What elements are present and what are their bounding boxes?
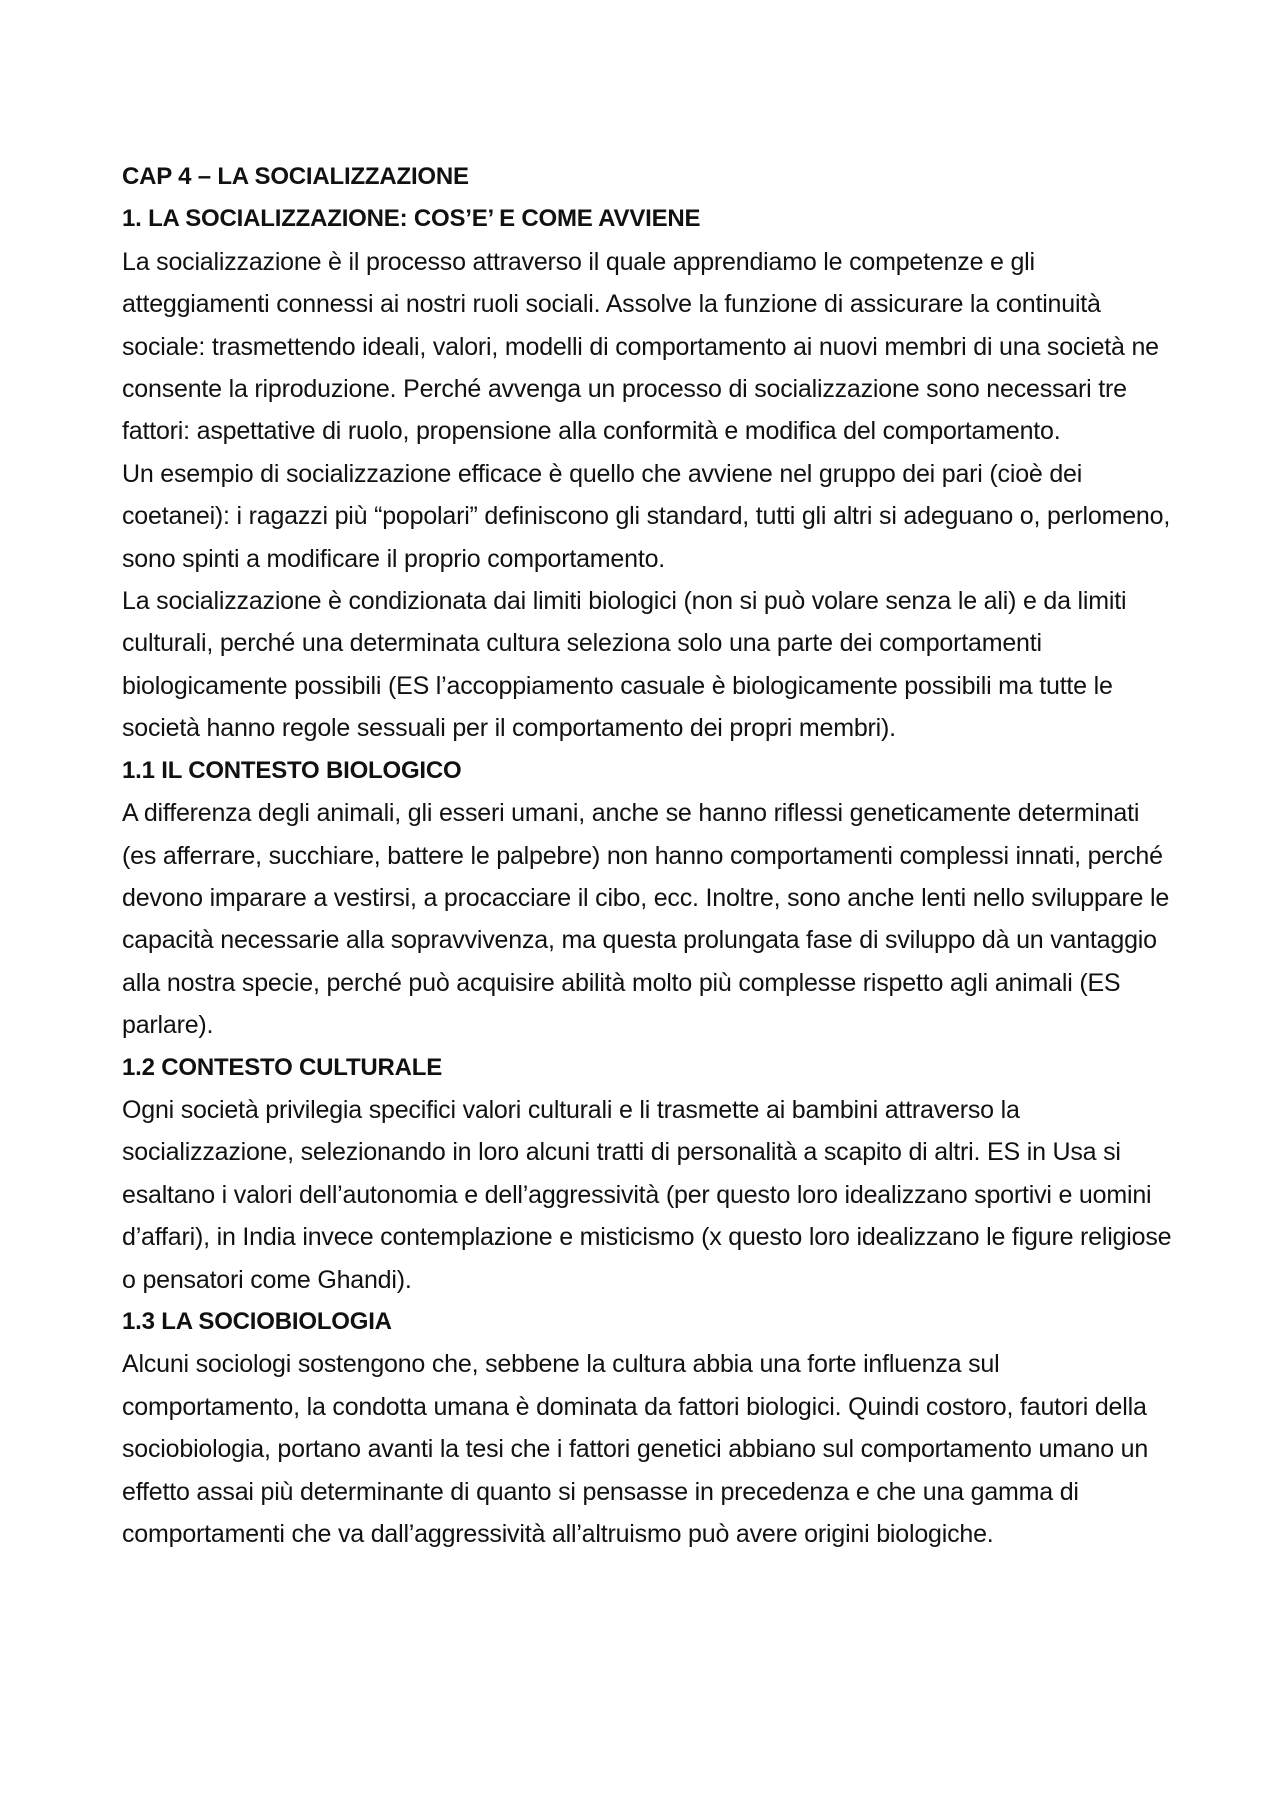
paragraph: La socializzazione è condizionata dai limiti biologici (non si può volare senza le ali) e da limiti culturali, perché una determinata cultura seleziona solo una parte dei comportamenti biologicamente possibili (ES l’accoppiamento casuale è biologicamente possibili ma tutte le società hanno regole sessuali per il comportamento dei propri membri).: [122, 587, 1127, 743]
section-heading-1-3: 1.3 LA SOCIOBIOLOGIA: [122, 1307, 392, 1335]
chapter-title: CAP 4 – LA SOCIALIZZAZIONE: [122, 163, 469, 190]
paragraph: La socializzazione è il processo attraverso il quale apprendiamo le competenze e gli atteggiamenti connessi ai nostri ruoli sociali. Assolve la funzione di assicurare la continuità sociale: trasmettendo ideali, valori, modelli di comportamento ai nuovi membri di una società ne consente la riproduzione. Perché avvenga un processo di socializzazione sono necessari tre fattori: aspettative di ruolo, propensione alla conformità e modifica del comportamento.: [122, 247, 1159, 446]
paragraph: A differenza degli animali, gli esseri umani, anche se hanno riflessi geneticamente determinati (es afferrare, succhiare, battere le palpebre) non hanno comportamenti complessi innati, perché devono imparare a vestirsi, a procacciare il cibo, ecc. Inoltre, sono anche lenti nello sviluppare le capacità necessarie alla sopravvivenza, ma questa prolungata fase di sviluppo dà un vantaggio alla nostra specie, perché può acquisire abilità molto più complesse rispetto agli animali (ES parlare).: [122, 799, 1170, 1040]
section-heading-1: 1. LA SOCIALIZZAZIONE: COS’E’ E COME AVVIENE: [122, 205, 701, 233]
section-heading-1-2: 1.2 CONTESTO CULTURALE: [122, 1053, 443, 1081]
paragraph: Alcuni sociologi sostengono che, sebbene la cultura abbia una forte influenza sul comportamento, la condotta umana è dominata da fattori biologici. Quindi costoro, fautori della sociobiologia, portano avanti la tesi che i fattori genetici abbiano sul comportamento umano un effetto assai più determinante di quanto si pensasse in precedenza e che una gamma di comportamenti che va dall’aggressività all’altruismo può avere origini biologiche.: [122, 1350, 1149, 1548]
paragraph: Un esempio di socializzazione efficace è quello che avviene nel gruppo dei pari (cioè dei coetanei): i ragazzi più “popolari” definiscono gli standard, tutti gli altri si adeguano o, perlomeno, sono spinti a modificare il proprio comportamento.: [122, 459, 1171, 573]
paragraph: Ogni società privilegia specifici valori culturali e li trasmette ai bambini attraverso la socializzazione, selezionando in loro alcuni tratti di personalità a scapito di altri. ES in Usa si esaltano i valori dell’autonomia e dell’aggressività (per questo loro idealizzano sportivi e uomini d’affari), in India invece contemplazione e misticismo (x questo loro idealizzano le figure religiose o pensatori come Ghandi).: [122, 1095, 1172, 1294]
document-page: [122, 156, 1177, 1555]
section-heading-1-1: 1.1 IL CONTESTO BIOLOGICO: [122, 756, 462, 784]
